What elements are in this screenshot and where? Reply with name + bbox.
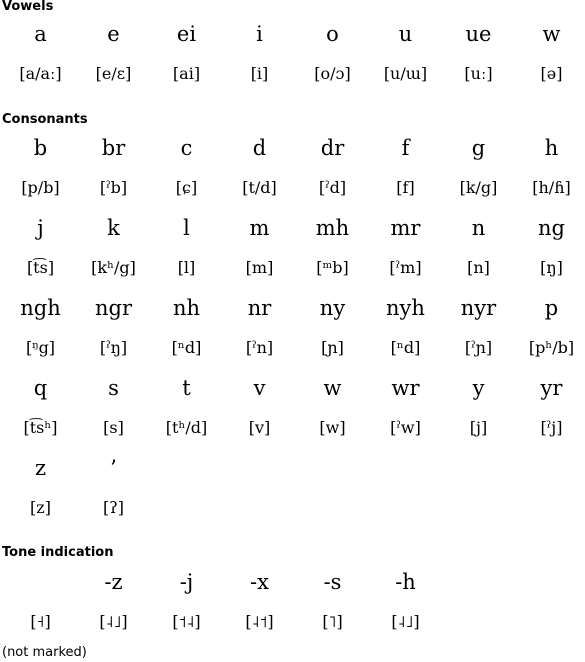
ipa-cell: [˨˩] (99, 612, 128, 631)
letter-cell: v (253, 376, 266, 400)
consonants-heading: Consonants (2, 112, 88, 127)
ipa-cell: [˦˨] (172, 612, 201, 631)
letter-cell: -j (179, 570, 194, 594)
ipa-row (4, 254, 585, 284)
letter-cell: y (472, 376, 485, 400)
ipa-cell: [ᵐb] (316, 258, 349, 277)
ipa-row (4, 174, 585, 204)
ipa-cell: [h/ɦ] (532, 178, 571, 197)
tone-heading: Tone indication (2, 545, 114, 560)
ipa-cell: [ᵑg] (25, 338, 56, 357)
letter-cell: j (37, 216, 44, 240)
ipa-cell: [ɕ] (175, 178, 198, 197)
letter-cell: c (180, 136, 193, 160)
letter-cell: w (542, 22, 561, 46)
letter-cell: u (398, 22, 413, 46)
ipa-cell: [kʰ/g] (91, 258, 136, 277)
letter-cell: l (183, 216, 190, 240)
ipa-cell: [˨˩] (391, 612, 420, 631)
letter-cell: br (101, 136, 126, 160)
letter-row (4, 20, 585, 50)
letter-cell: -z (104, 570, 123, 594)
letter-cell: o (326, 22, 339, 46)
ipa-cell: [ˀb] (99, 178, 128, 197)
letter-cell: -s (323, 570, 342, 594)
letter-cell: -x (250, 570, 269, 594)
ipa-cell: [a/aː] (19, 64, 62, 83)
letter-cell: -h (395, 570, 416, 594)
letter-cell: p (544, 296, 559, 320)
ipa-cell: [m] (245, 258, 274, 277)
letter-cell: mh (315, 216, 350, 240)
ipa-cell: [ə] (540, 64, 563, 83)
ipa-row (4, 608, 585, 638)
ipa-cell: [ˀj] (540, 418, 563, 437)
ipa-cell: [ˀw] (390, 418, 421, 437)
ipa-row (4, 494, 585, 524)
letter-cell: n (471, 216, 486, 240)
ipa-cell: [ⁿd] (390, 338, 421, 357)
ipa-cell: [ʔ] (102, 498, 125, 517)
letter-cell: k (107, 216, 120, 240)
letter-row (4, 568, 585, 598)
letter-cell: nh (172, 296, 201, 320)
ipa-cell: [˨˦] (245, 612, 274, 631)
ipa-row (4, 60, 585, 90)
letter-cell: nyr (460, 296, 497, 320)
ipa-cell: [t͡s] (26, 258, 55, 277)
ipa-cell: [k/g] (459, 178, 498, 197)
letter-cell: i (256, 22, 263, 46)
letter-row (4, 134, 585, 164)
ipa-cell: [ˀŋ] (99, 338, 128, 357)
ipa-cell: [uː] (464, 64, 493, 83)
ipa-cell: [f] (396, 178, 415, 197)
letter-cell: f (401, 136, 410, 160)
letter-cell: dr (320, 136, 345, 160)
ipa-cell: [e/ɛ] (95, 64, 132, 83)
letter-row (4, 214, 585, 244)
ipa-cell: [ai] (172, 64, 201, 83)
letter-row (4, 454, 585, 484)
letter-cell: t (182, 376, 191, 400)
ipa-cell: [l] (177, 258, 196, 277)
letter-cell: ei (176, 22, 197, 46)
letter-cell: d (252, 136, 267, 160)
letter-cell: m (249, 216, 270, 240)
letter-cell: ue (465, 22, 492, 46)
ipa-cell: [ˀm] (389, 258, 422, 277)
ipa-cell: [˧] (30, 612, 51, 631)
ipa-cell: [pʰ/b] (528, 338, 575, 357)
ipa-cell: [i] (250, 64, 269, 83)
ipa-cell: [p/b] (21, 178, 60, 197)
letter-cell: wr (391, 376, 420, 400)
letter-cell: b (33, 136, 48, 160)
ipa-cell: [s] (103, 418, 124, 437)
letter-cell: ngh (20, 296, 61, 320)
letter-cell: e (107, 22, 120, 46)
letter-row (4, 294, 585, 324)
ipa-cell: [t͡sʰ] (23, 418, 58, 437)
letter-cell: ny (319, 296, 346, 320)
ipa-cell: [ⁿd] (171, 338, 202, 357)
letter-cell: w (323, 376, 342, 400)
ipa-cell: [ˀn] (245, 338, 274, 357)
letter-cell: q (33, 376, 48, 400)
letter-cell: nr (247, 296, 272, 320)
ipa-cell: [z] (30, 498, 51, 517)
letter-row (4, 374, 585, 404)
ipa-cell: [ŋ] (540, 258, 563, 277)
letter-cell: yr (540, 376, 563, 400)
ipa-cell: [w] (319, 418, 346, 437)
vowels-heading: Vowels (2, 0, 54, 14)
letter-cell: g (471, 136, 486, 160)
letter-cell: z (34, 456, 47, 480)
letter-cell: s (108, 376, 119, 400)
ipa-cell: [j] (469, 418, 488, 437)
ipa-cell: [n] (467, 258, 490, 277)
ipa-cell: [ˀɲ] (464, 338, 493, 357)
letter-cell: ng (538, 216, 565, 240)
ipa-cell: [u/ɯ] (383, 64, 428, 83)
ipa-row (4, 414, 585, 444)
letter-cell: h (544, 136, 559, 160)
ipa-cell: [ˀd] (318, 178, 347, 197)
ipa-cell: [o/ɔ] (314, 64, 351, 83)
letter-cell: ’ (110, 456, 117, 480)
letter-cell: ngr (94, 296, 132, 320)
ipa-row (4, 334, 585, 364)
ipa-cell: [tʰ/d] (165, 418, 208, 437)
ipa-cell: [t/d] (242, 178, 277, 197)
letter-cell: nyh (386, 296, 425, 320)
letter-cell: a (34, 22, 47, 46)
ipa-cell: [˥] (322, 612, 343, 631)
ipa-cell: [v] (248, 418, 271, 437)
not-marked-note: (not marked) (2, 645, 87, 660)
ipa-cell: [ɲ] (321, 338, 344, 357)
letter-cell: mr (390, 216, 421, 240)
